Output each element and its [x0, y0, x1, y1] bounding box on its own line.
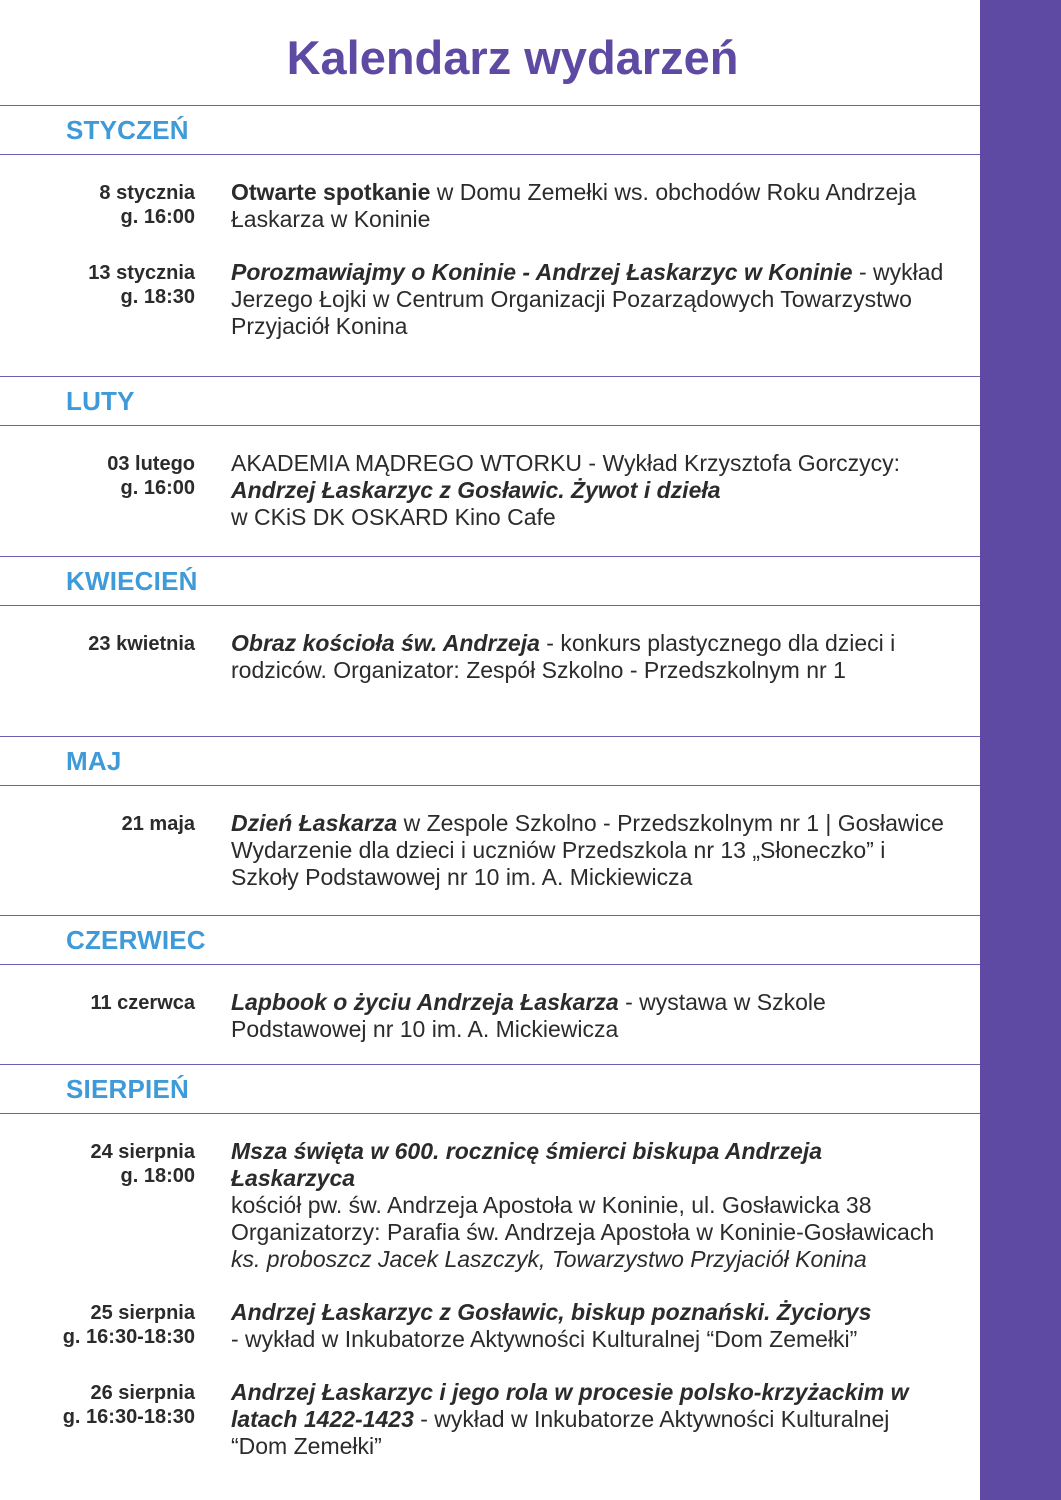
event-date	[0, 1299, 195, 1353]
event-item	[0, 450, 980, 531]
month-header-sierpien	[0, 1064, 980, 1114]
event-item	[0, 1299, 980, 1353]
month-events-sierpien	[0, 1114, 980, 1460]
event-intro: AKADEMIA MĄDREGO WTORKU - Wykład Krzysztofa Gorczycy:	[231, 450, 901, 476]
event-details: - wystawa w Szkole Podstawowej nr 10 im. A. Mickiewicza	[231, 989, 826, 1042]
event-description	[231, 450, 951, 531]
event-day: 26 sierpnia	[90, 1382, 195, 1404]
event-day: 24 sierpnia	[90, 1141, 195, 1163]
event-item	[0, 1138, 980, 1273]
event-title: Andrzej Łaskarzyc i jego rola w procesie polsko-krzyżackim w latach 1422-1423	[231, 1379, 909, 1432]
month-events-styczen	[0, 155, 980, 376]
month-name: SIERPIEŃ	[66, 1073, 189, 1104]
event-title: Obraz kościoła św. Andrzeja	[231, 630, 540, 656]
event-title: Porozmawiajmy o Koninie - Andrzej Łaskarzyc w Koninie	[231, 259, 853, 285]
month-name: LUTY	[66, 385, 135, 416]
month-name: CZERWIEC	[66, 924, 206, 955]
month-header-czerwiec	[0, 915, 980, 965]
event-date	[0, 989, 195, 1043]
event-details: - wykład w Inkubatorze Aktywności Kulturalnej “Dom Zemełki”	[231, 1406, 890, 1459]
event-title: Andrzej Łaskarzyc z Gosławic. Żywot i dzieła	[231, 477, 721, 503]
event-details: - wykład w Inkubatorze Aktywności Kulturalnej “Dom Zemełki”	[231, 1326, 858, 1352]
event-day: 25 sierpnia	[90, 1302, 195, 1324]
event-title: Otwarte spotkanie	[231, 179, 431, 205]
month-name: STYCZEŃ	[66, 114, 189, 145]
event-time: g. 16:00	[120, 477, 195, 499]
month-name: MAJ	[66, 745, 122, 776]
event-date	[0, 1379, 195, 1460]
event-date	[0, 630, 195, 684]
event-day: 8 stycznia	[99, 182, 195, 204]
month-events-kwiecien	[0, 606, 980, 736]
event-title: Lapbook o życiu Andrzeja Łaskarza	[231, 989, 619, 1015]
event-location: kościół pw. św. Andrzeja Apostoła w Koninie, ul. Gosławicka 38	[231, 1192, 872, 1218]
month-events-luty	[0, 426, 980, 556]
event-description	[231, 810, 951, 891]
month-header-styczen	[0, 105, 980, 155]
event-details: - wykład Jerzego Łojki w Centrum Organizacji Pozarządowych Towarzystwo Przyjaciół Konina	[231, 259, 944, 339]
event-description	[231, 989, 951, 1043]
event-date	[0, 450, 195, 531]
event-details: - konkurs plastycznego dla dzieci i rodziców. Organizator: Zespół Szkolno - Przedszkolnym nr 1	[231, 630, 896, 683]
event-day: 11 czerwca	[90, 992, 195, 1014]
event-date	[0, 1138, 195, 1273]
event-description	[231, 1299, 951, 1353]
events-calendar	[0, 105, 980, 1460]
event-time: g. 18:30	[120, 286, 195, 308]
event-item	[0, 1379, 980, 1460]
event-description	[231, 179, 951, 233]
page-title: Kalendarz wydarzeń	[286, 31, 739, 84]
event-description	[231, 259, 951, 340]
event-item	[0, 179, 980, 233]
event-description	[231, 1379, 951, 1460]
event-note: ks. proboszcz Jacek Laszczyk, Towarzystwo Przyjaciół Konina	[231, 1246, 867, 1272]
event-description	[231, 630, 951, 684]
event-day: 21 maja	[121, 813, 195, 835]
event-item	[0, 810, 980, 891]
event-details: w CKiS DK OSKARD Kino Cafe	[231, 504, 556, 530]
event-day: 13 stycznia	[88, 262, 195, 284]
event-details: w Zespole Szkolno - Przedszkolnym nr 1 | Gosławice Wydarzenie dla dzieci i uczniów Przedszkola nr 13 „Słoneczko” i Szkoły Podstawowej nr 10 im. A. Mickiewicza	[231, 810, 944, 890]
event-description	[231, 1138, 951, 1273]
month-header-kwiecien	[0, 556, 980, 606]
event-date	[0, 810, 195, 891]
event-date	[0, 259, 195, 340]
month-events-maj	[0, 786, 980, 915]
event-title: Dzień Łaskarza	[231, 810, 398, 836]
month-events-czerwiec	[0, 965, 980, 1064]
side-accent-bar	[980, 0, 1061, 1500]
event-day: 03 lutego	[107, 453, 195, 475]
month-name: KWIECIEŃ	[66, 565, 198, 596]
event-time: g. 16:30-18:30	[62, 1326, 195, 1348]
event-details: w Domu Zemełki ws. obchodów Roku Andrzeja Łaskarza w Koninie	[231, 179, 917, 232]
event-organizers: Organizatorzy: Parafia św. Andrzeja Apostoła w Koninie-Gosławicach	[231, 1219, 935, 1245]
event-item	[0, 259, 980, 340]
month-header-maj	[0, 736, 980, 786]
event-time: g. 16:00	[120, 206, 195, 228]
event-time: g. 18:00	[120, 1165, 195, 1187]
event-title: Msza święta w 600. rocznicę śmierci biskupa Andrzeja Łaskarzyca	[231, 1138, 823, 1191]
event-time: g. 16:30-18:30	[62, 1406, 195, 1428]
event-item	[0, 989, 980, 1043]
month-header-luty	[0, 376, 980, 426]
event-title: Andrzej Łaskarzyc z Gosławic, biskup poznański. Życiorys	[231, 1299, 872, 1325]
event-date	[0, 179, 195, 233]
event-day: 23 kwietnia	[88, 633, 195, 655]
event-item	[0, 630, 980, 684]
